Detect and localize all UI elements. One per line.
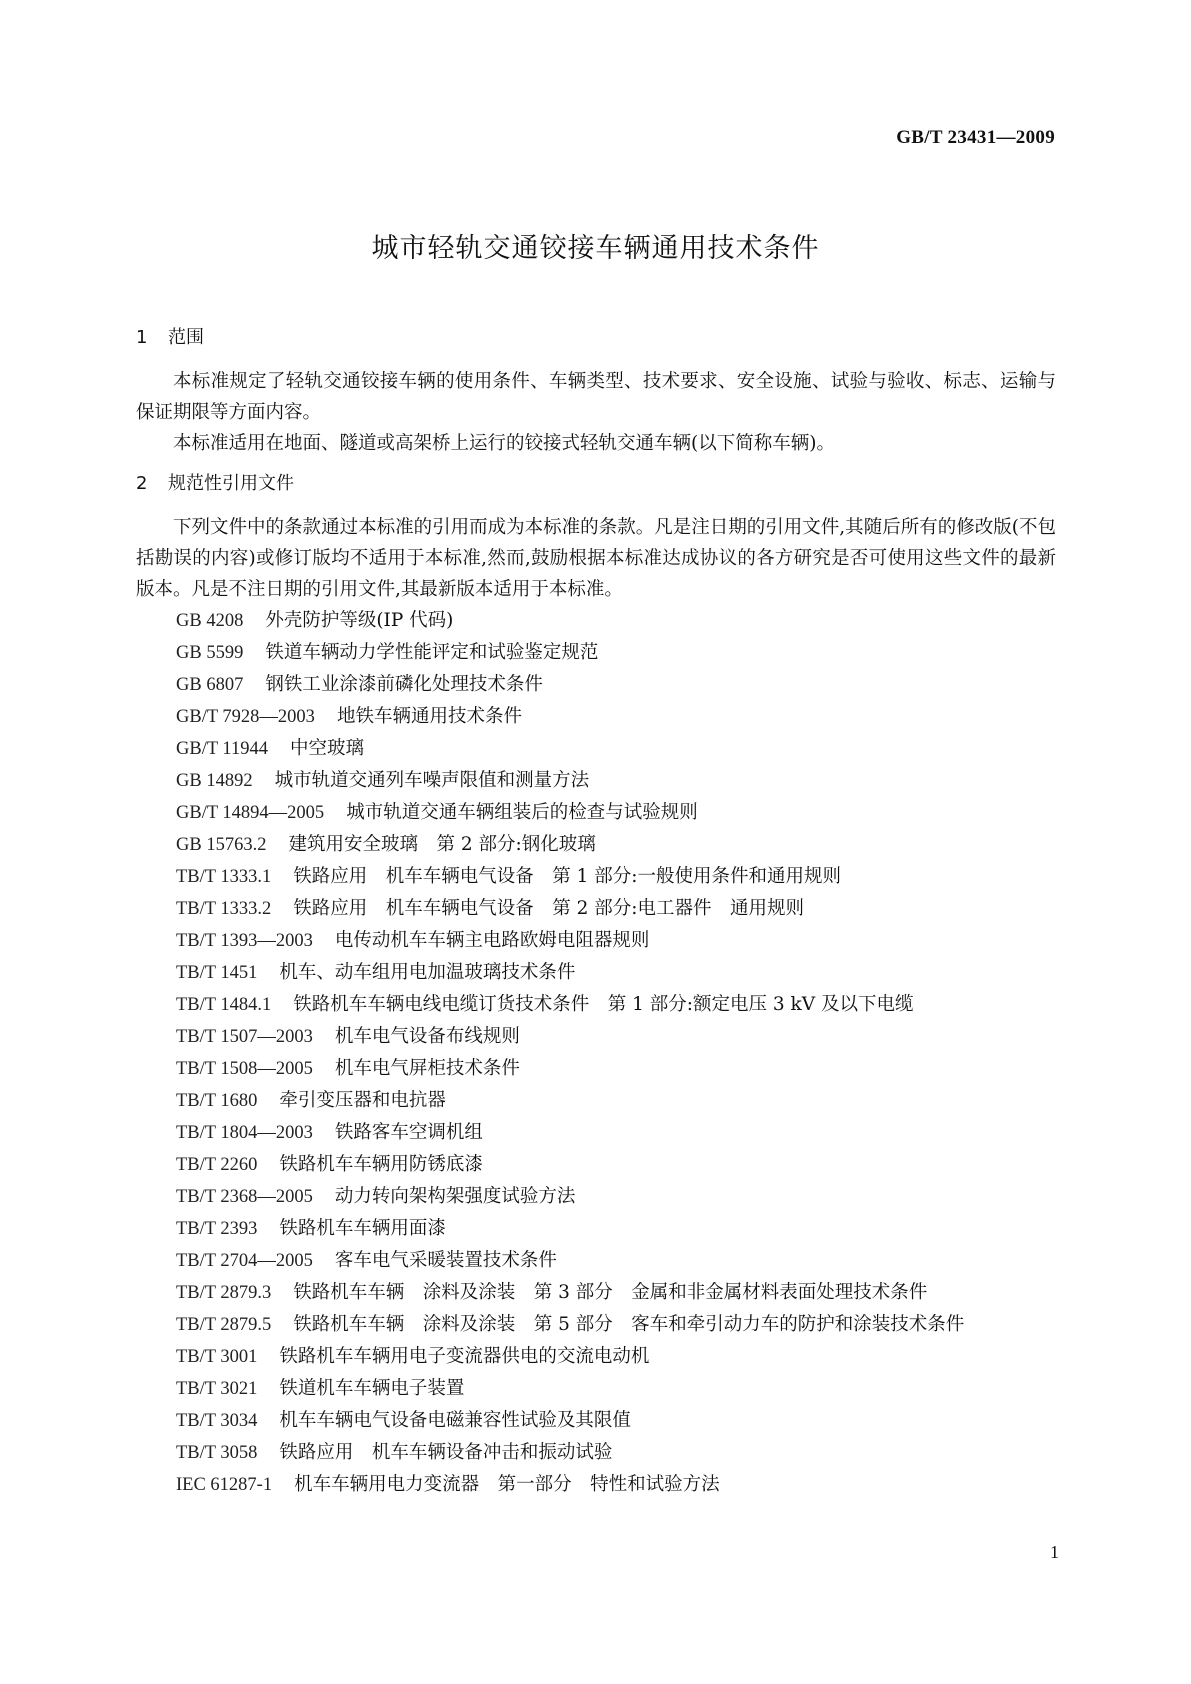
reference-code: TB/T 3021 <box>176 1379 258 1399</box>
reference-title: 机车车辆电气设备电磁兼容性试验及其限值 <box>279 1410 631 1431</box>
reference-item <box>136 1405 1056 1437</box>
reference-title: 铁道机车车辆电子装置 <box>279 1378 465 1399</box>
reference-title: 客车电气采暖装置技术条件 <box>334 1250 557 1271</box>
reference-title: 钢铁工业涂漆前磷化处理技术条件 <box>265 674 543 695</box>
reference-code: GB 15763.2 <box>176 835 267 855</box>
reference-title: 铁路客车空调机组 <box>334 1122 483 1143</box>
reference-code: GB 4208 <box>176 611 244 631</box>
section-number: 2 <box>136 473 148 494</box>
reference-title: 地铁车辆通用技术条件 <box>336 706 522 727</box>
reference-code: TB/T 3058 <box>176 1443 258 1463</box>
reference-code: TB/T 1507—2003 <box>176 1027 313 1047</box>
reference-title: 铁路机车车辆 涂料及涂装 第 5 部分 客车和牵引动力车的防护和涂装技术条件 <box>293 1314 965 1335</box>
reference-title: 铁路机车车辆 涂料及涂装 第 3 部分 金属和非金属材料表面处理技术条件 <box>293 1282 928 1303</box>
section-2-heading <box>136 468 1056 499</box>
reference-code: GB/T 14894—2005 <box>176 803 325 823</box>
reference-item <box>136 765 1056 797</box>
reference-title: 机车车辆用电力变流器 第一部分 特性和试验方法 <box>294 1474 720 1495</box>
reference-item <box>136 1277 1056 1309</box>
reference-code: GB/T 11944 <box>176 739 268 759</box>
section-2-paragraph: 下列文件中的条款通过本标准的引用而成为本标准的条款。凡是注日期的引用文件,其随后所有的修改版(不包括勘误的内容)或修订版均不适用于本标准,然而,鼓励根据本标准达成协议的各方研究是否可使用这些文件的最新版本。凡是不注日期的引用文件,其最新版本适用于本标准。 <box>136 517 1056 600</box>
reference-item <box>136 1149 1056 1181</box>
reference-title: 电传动机车车辆主电路欧姆电阻器规则 <box>334 930 650 951</box>
reference-item <box>136 1181 1056 1213</box>
section-number: 1 <box>136 327 148 348</box>
reference-code: TB/T 3001 <box>176 1347 258 1367</box>
reference-code: TB/T 1393—2003 <box>176 931 313 951</box>
reference-title: 铁路机车车辆电线电缆订货技术条件 第 1 部分:额定电压 3 kV 及以下电缆 <box>293 994 914 1015</box>
reference-code: TB/T 1484.1 <box>176 995 272 1015</box>
reference-item <box>136 989 1056 1021</box>
reference-item <box>136 797 1056 829</box>
reference-code: GB/T 7928—2003 <box>176 707 315 727</box>
reference-title: 外壳防护等级(IP 代码) <box>265 610 454 631</box>
reference-code: GB 6807 <box>176 675 244 695</box>
reference-title: 铁路应用 机车车辆电气设备 第 1 部分:一般使用条件和通用规则 <box>293 866 842 887</box>
section-1-paragraph: 本标准规定了轻轨交通铰接车辆的使用条件、车辆类型、技术要求、安全设施、试验与验收、标志、运输与保证期限等方面内容。 <box>136 371 1056 423</box>
reference-title: 铁路应用 机车车辆设备冲击和振动试验 <box>279 1442 613 1463</box>
reference-code: TB/T 1333.1 <box>176 867 272 887</box>
standard-code: GB/T 23431—2009 <box>896 127 1055 148</box>
reference-item <box>136 669 1056 701</box>
reference-title: 铁路机车车辆用电子变流器供电的交流电动机 <box>279 1346 650 1367</box>
reference-item <box>136 1373 1056 1405</box>
reference-code: TB/T 2879.3 <box>176 1283 272 1303</box>
reference-item <box>136 1085 1056 1117</box>
reference-code: TB/T 1804—2003 <box>176 1123 313 1143</box>
reference-item <box>136 1309 1056 1341</box>
reference-item <box>136 829 1056 861</box>
reference-code: TB/T 1680 <box>176 1091 258 1111</box>
reference-item <box>136 701 1056 733</box>
reference-item <box>136 957 1056 989</box>
reference-code: TB/T 1451 <box>176 963 258 983</box>
reference-title: 城市轨道交通列车噪声限值和测量方法 <box>274 770 590 791</box>
reference-code: TB/T 2393 <box>176 1219 258 1239</box>
reference-item <box>136 1213 1056 1245</box>
reference-item <box>136 605 1056 637</box>
reference-item <box>136 1469 1056 1501</box>
reference-title: 铁路机车车辆用面漆 <box>279 1218 446 1239</box>
reference-code: TB/T 2260 <box>176 1155 258 1175</box>
normative-references-list <box>136 605 1056 1501</box>
reference-item <box>136 925 1056 957</box>
reference-title: 动力转向架构架强度试验方法 <box>334 1186 576 1207</box>
reference-item <box>136 1437 1056 1469</box>
reference-item <box>136 893 1056 925</box>
document-body <box>136 322 1056 1501</box>
reference-item <box>136 1245 1056 1277</box>
reference-item <box>136 861 1056 893</box>
reference-title: 机车、动车组用电加温玻璃技术条件 <box>279 962 576 983</box>
reference-title: 城市轨道交通车辆组装后的检查与试验规则 <box>346 802 698 823</box>
section-title: 规范性引用文件 <box>168 473 294 494</box>
reference-title: 建筑用安全玻璃 第 2 部分:钢化玻璃 <box>288 834 596 855</box>
reference-code: TB/T 2879.5 <box>176 1315 272 1335</box>
reference-title: 铁路机车车辆用防锈底漆 <box>279 1154 483 1175</box>
reference-title: 铁路应用 机车车辆电气设备 第 2 部分:电工器件 通用规则 <box>293 898 805 919</box>
page-number: 1 <box>1050 1542 1059 1562</box>
reference-title: 机车电气屏柜技术条件 <box>334 1058 520 1079</box>
reference-title: 铁道车辆动力学性能评定和试验鉴定规范 <box>265 642 599 663</box>
section-1-paragraph: 本标准适用在地面、隧道或高架桥上运行的铰接式轻轨交通车辆(以下简称车辆)。 <box>173 433 835 454</box>
reference-code: TB/T 1508—2005 <box>176 1059 313 1079</box>
reference-code: IEC 61287-1 <box>176 1475 273 1495</box>
reference-title: 牵引变压器和电抗器 <box>279 1090 446 1111</box>
reference-item <box>136 1341 1056 1373</box>
section-title: 范围 <box>168 327 204 348</box>
reference-title: 机车电气设备布线规则 <box>334 1026 520 1047</box>
reference-code: TB/T 1333.2 <box>176 899 272 919</box>
reference-code: TB/T 3034 <box>176 1411 258 1431</box>
section-1-heading <box>136 322 1056 353</box>
reference-item <box>136 1021 1056 1053</box>
reference-code: GB 14892 <box>176 771 253 791</box>
reference-code: TB/T 2368—2005 <box>176 1187 313 1207</box>
reference-item <box>136 733 1056 765</box>
reference-title: 中空玻璃 <box>290 738 365 759</box>
reference-code: TB/T 2704—2005 <box>176 1251 313 1271</box>
reference-item <box>136 1053 1056 1085</box>
reference-item <box>136 637 1056 669</box>
reference-item <box>136 1117 1056 1149</box>
document-title: 城市轻轨交通铰接车辆通用技术条件 <box>371 233 820 264</box>
reference-code: GB 5599 <box>176 643 244 663</box>
